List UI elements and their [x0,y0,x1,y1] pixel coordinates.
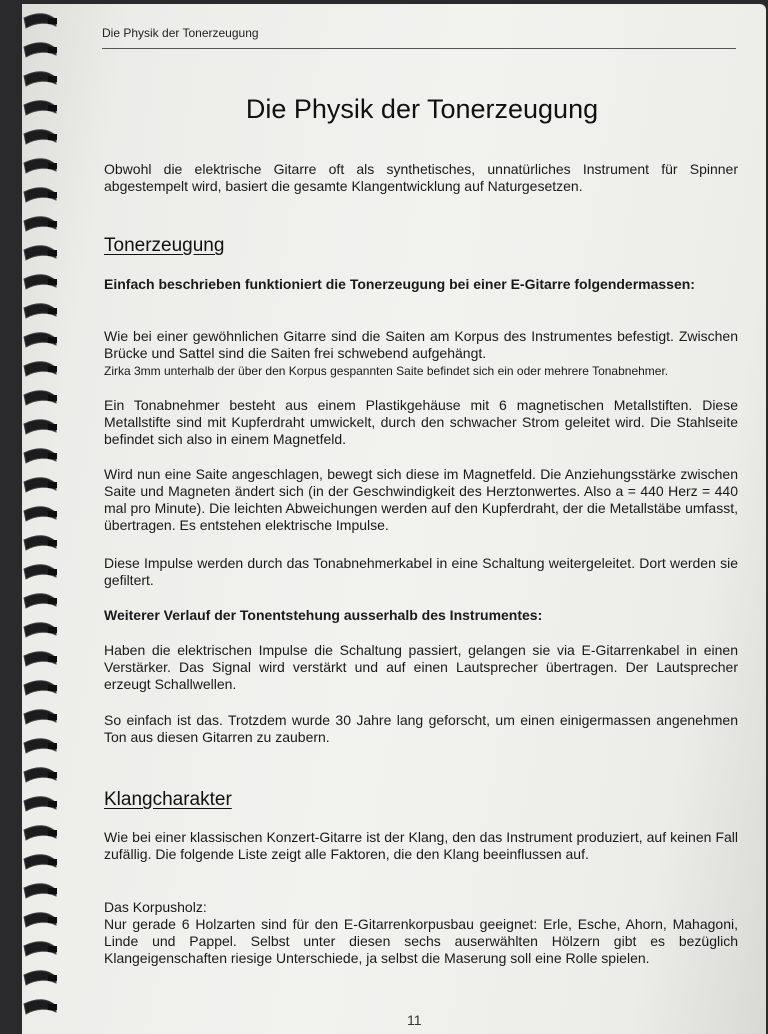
binding-hole [48,424,57,430]
binding-hole [48,134,57,140]
page-number: 11 [407,1012,422,1028]
binding-hole [48,743,57,749]
binding-hole [48,163,57,169]
section-heading-klangcharakter: Klangcharakter [104,789,232,810]
binding-hole [48,1004,57,1010]
binding-hole [48,656,57,662]
binding-hole [48,801,57,807]
book-page [22,4,766,1034]
paragraph-verstaerker: Haben die elektrischen Impulse die Schaltung passiert, gelangen sie via E-Gitarrenkabel in einen Verstärker. Das Signal wird verstärkt und auf einen Lautsprecher übertragen. Der Lautsprecher erzeugt Schallwellen. [104,642,738,692]
binding-hole [48,308,57,314]
binding-hole [48,482,57,488]
running-header: Die Physik der Tonerzeugung [102,26,736,49]
binding-hole [48,279,57,285]
binding-hole [48,830,57,836]
binding-hole [48,946,57,952]
binding-hole [48,221,57,227]
binding-hole [48,511,57,517]
binding-hole [48,888,57,894]
binding-hole [48,569,57,575]
paragraph-tonabnehmer: Ein Tonabnehmer besteht aus einem Plastikgehäuse mit 6 magnetischen Metallstiften. Diese Metallstifte sind mit Kupferdraht umwickelt, durch den schwacher Strom geleitet wird. Die Stahlseite befindet sich also in einem Magnetfeld. [104,397,738,447]
page-title: Die Physik der Tonerzeugung [245,94,599,124]
paragraph-forschung: So einfach ist das. Trotzdem wurde 30 Jahre lang geforscht, um einen einigermassen angenehmen Ton aus diesen Gitarren zu zaubern. [104,712,738,745]
binding-hole [48,627,57,633]
intro-paragraph: Obwohl die elektrische Gitarre oft als synthetisches, unnatürliches Instrument für Spinner abgestempelt wird, basiert die gesamte Klangentwicklung auf Naturgesetzen. [104,161,738,194]
paragraph-holzarten: Nur gerade 6 Holzarten sind für den E-Gitarrenkorpusbau geeignet: Erle, Esche, Ahorn, Mahagoni, Linde und Pappel. Selbst unter diesen sechs auserwählten Hölzern gibt es bezüglich Klangeigenschaften riesige Unterschiede, ja selbst die Maserung soll eine Rolle spielen. [104,916,738,966]
section-heading-tonerzeugung: Tonerzeugung [104,235,225,256]
binding-hole [48,105,57,111]
binding-hole [48,192,57,198]
binding-hole [48,772,57,778]
subheading-verlauf: Weiterer Verlauf der Tonentstehung ausserhalb des Instrumentes: [104,607,543,623]
binding-hole [48,859,57,865]
paragraph-saiten: Wie bei einer gewöhnlichen Gitarre sind die Saiten am Korpus des Instrumentes befestigt. Zwischen Brücke und Sattel sind die Saiten frei schwebend aufgehängt. [104,328,738,361]
binding-hole [48,598,57,604]
binding-hole [48,975,57,981]
binding-hole [48,395,57,401]
binding-hole [48,337,57,343]
binding-hole [48,47,57,53]
paragraph-tonabnehmer-small: Zirka 3mm unterhalb der über den Korpus gespannten Saite befindet sich ein oder mehrere Tonabnehmer. [104,364,669,378]
binding-hole [48,453,57,459]
binding-hole [48,76,57,82]
paragraph-impulse: Diese Impulse werden durch das Tonabnehmerkabel in eine Schaltung weitergeleitet. Dort werden sie gefiltert. [104,555,738,588]
binding-hole [48,366,57,372]
binding-hole [48,917,57,923]
label-korpusholz: Das Korpusholz: [104,899,207,915]
binding-hole [48,250,57,256]
binding-hole [48,714,57,720]
spiral-binding [22,4,62,1028]
binding-hole [48,685,57,691]
binding-hole [48,18,57,24]
paragraph-klang: Wie bei einer klassischen Konzert-Gitarre ist der Klang, den das Instrument produziert, auf keinen Fall zufällig. Die folgende Liste zeigt alle Faktoren, die den Klang beeinflussen auf. [104,829,738,862]
paragraph-magnetfeld: Wird nun eine Saite angeschlagen, bewegt sich diese im Magnetfeld. Die Anziehungsstärke zwischen Saite und Magneten ändert sich (in der Geschwindigkeit des Herztonwertes. Also a = 440 Herz = 440 mal pro Minute). Die leichten Abweichungen werden auf den Kupferdraht, der die Metallstäbe umfasst, übertragen. Es entstehen elektrische Impulse. [104,466,738,533]
binding-hole [48,540,57,546]
section-bold-intro: Einfach beschrieben funktioniert die Tonerzeugung bei einer E-Gitarre folgendermassen: [104,276,695,292]
